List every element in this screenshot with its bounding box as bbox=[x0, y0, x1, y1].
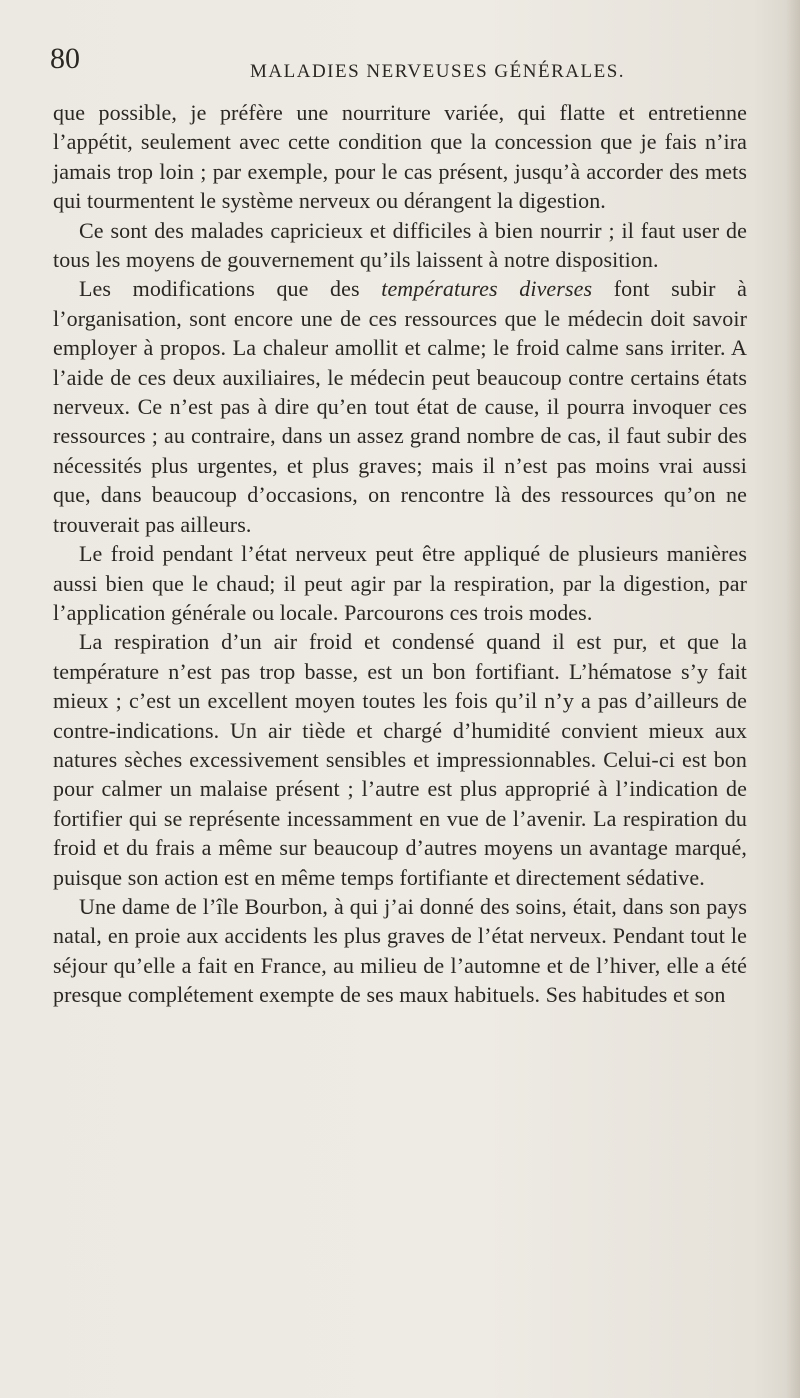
paragraph-text: Les modifications que des bbox=[79, 276, 382, 302]
paragraph: Une dame de l’île Bourbon, à qui j’ai donné des soins, était, dans son pays natal, en proie aux accidents les plus graves de l’état nerveux. Pendant tout le séjour qu’elle a fait en France, au milieu de l’automne et de l’hiver, elle a été presque complétement exempte de ses maux habituels. Ses habitudes et son bbox=[53, 893, 747, 1008]
paragraph: que possible, je préfère une nourriture variée, qui flatte et entretienne l’appétit, seulement avec cette condition que la concession que je fais n’ira jamais trop loin ; par exemple, pour le cas présent, jusqu’à accorder des mets qui tourmentent le système nerveux ou dérangent la digestion. bbox=[53, 100, 747, 214]
paragraph: La respiration d’un air froid et condensé quand il est pur, et que la température n’est pas trop basse, est un bon fortifiant. L’hématose s’y fait mieux ; c’est un excellent moyen toutes les fois qu’il n’y a pas d’ailleurs de contre-indications. Un air tiède et chargé d’humidité convient mieux aux natures sèches excessivement sensibles et impressionnables. Celui-ci est bon pour calmer un malaise présent ; l’autre est plus approprié à l’indication de fortifier qui se représente incessamment en vue de l’avenir. La respiration du froid et du frais a même sur beaucoup d’autres moyens un avantage marqué, puisque son action est en même temps fortifiante et directement sédative. bbox=[53, 629, 747, 890]
page-edge-shadow bbox=[786, 0, 800, 1398]
emphasized-phrase: températures diverses bbox=[381, 276, 593, 302]
paragraph: Ce sont des malades capricieux et difficiles à bien nourrir ; il faut user de tous les moyens de gouvernement qu’ils laissent à notre disposition. bbox=[53, 217, 747, 273]
page-number: 80 bbox=[50, 42, 80, 75]
paragraph bbox=[53, 274, 747, 539]
paragraph: Le froid pendant l’état nerveux peut être appliqué de plusieurs manières aussi bien que le chaud; il peut agir par la respiration, par la digestion, par l’application générale ou locale. Parcourons ces trois modes. bbox=[53, 541, 747, 625]
running-head: MALADIES NERVEUSES GÉNÉRALES. bbox=[250, 61, 626, 82]
page-header bbox=[50, 42, 750, 82]
body-text bbox=[53, 98, 747, 1010]
paragraph-text: font subir à l’organisation, sont encore une de ces ressources que le médecin doit savoir employer à propos. La chaleur amollit et calme; le froid calme sans irriter. A l’aide de ces deux auxiliaires, le médecin peut beaucoup contre certains états nerveux. Ce n’est pas à dire qu’en tout état de cause, il pourra invoquer ces ressources ; au contraire, dans un assez grand nombre de cas, il faut subir des nécessités plus urgentes, et plus graves; mais il n’est pas moins vrai aussi que, dans beaucoup d’occasions, on rencontre là des ressources qu’on ne trouverait pas ailleurs. bbox=[53, 276, 748, 537]
